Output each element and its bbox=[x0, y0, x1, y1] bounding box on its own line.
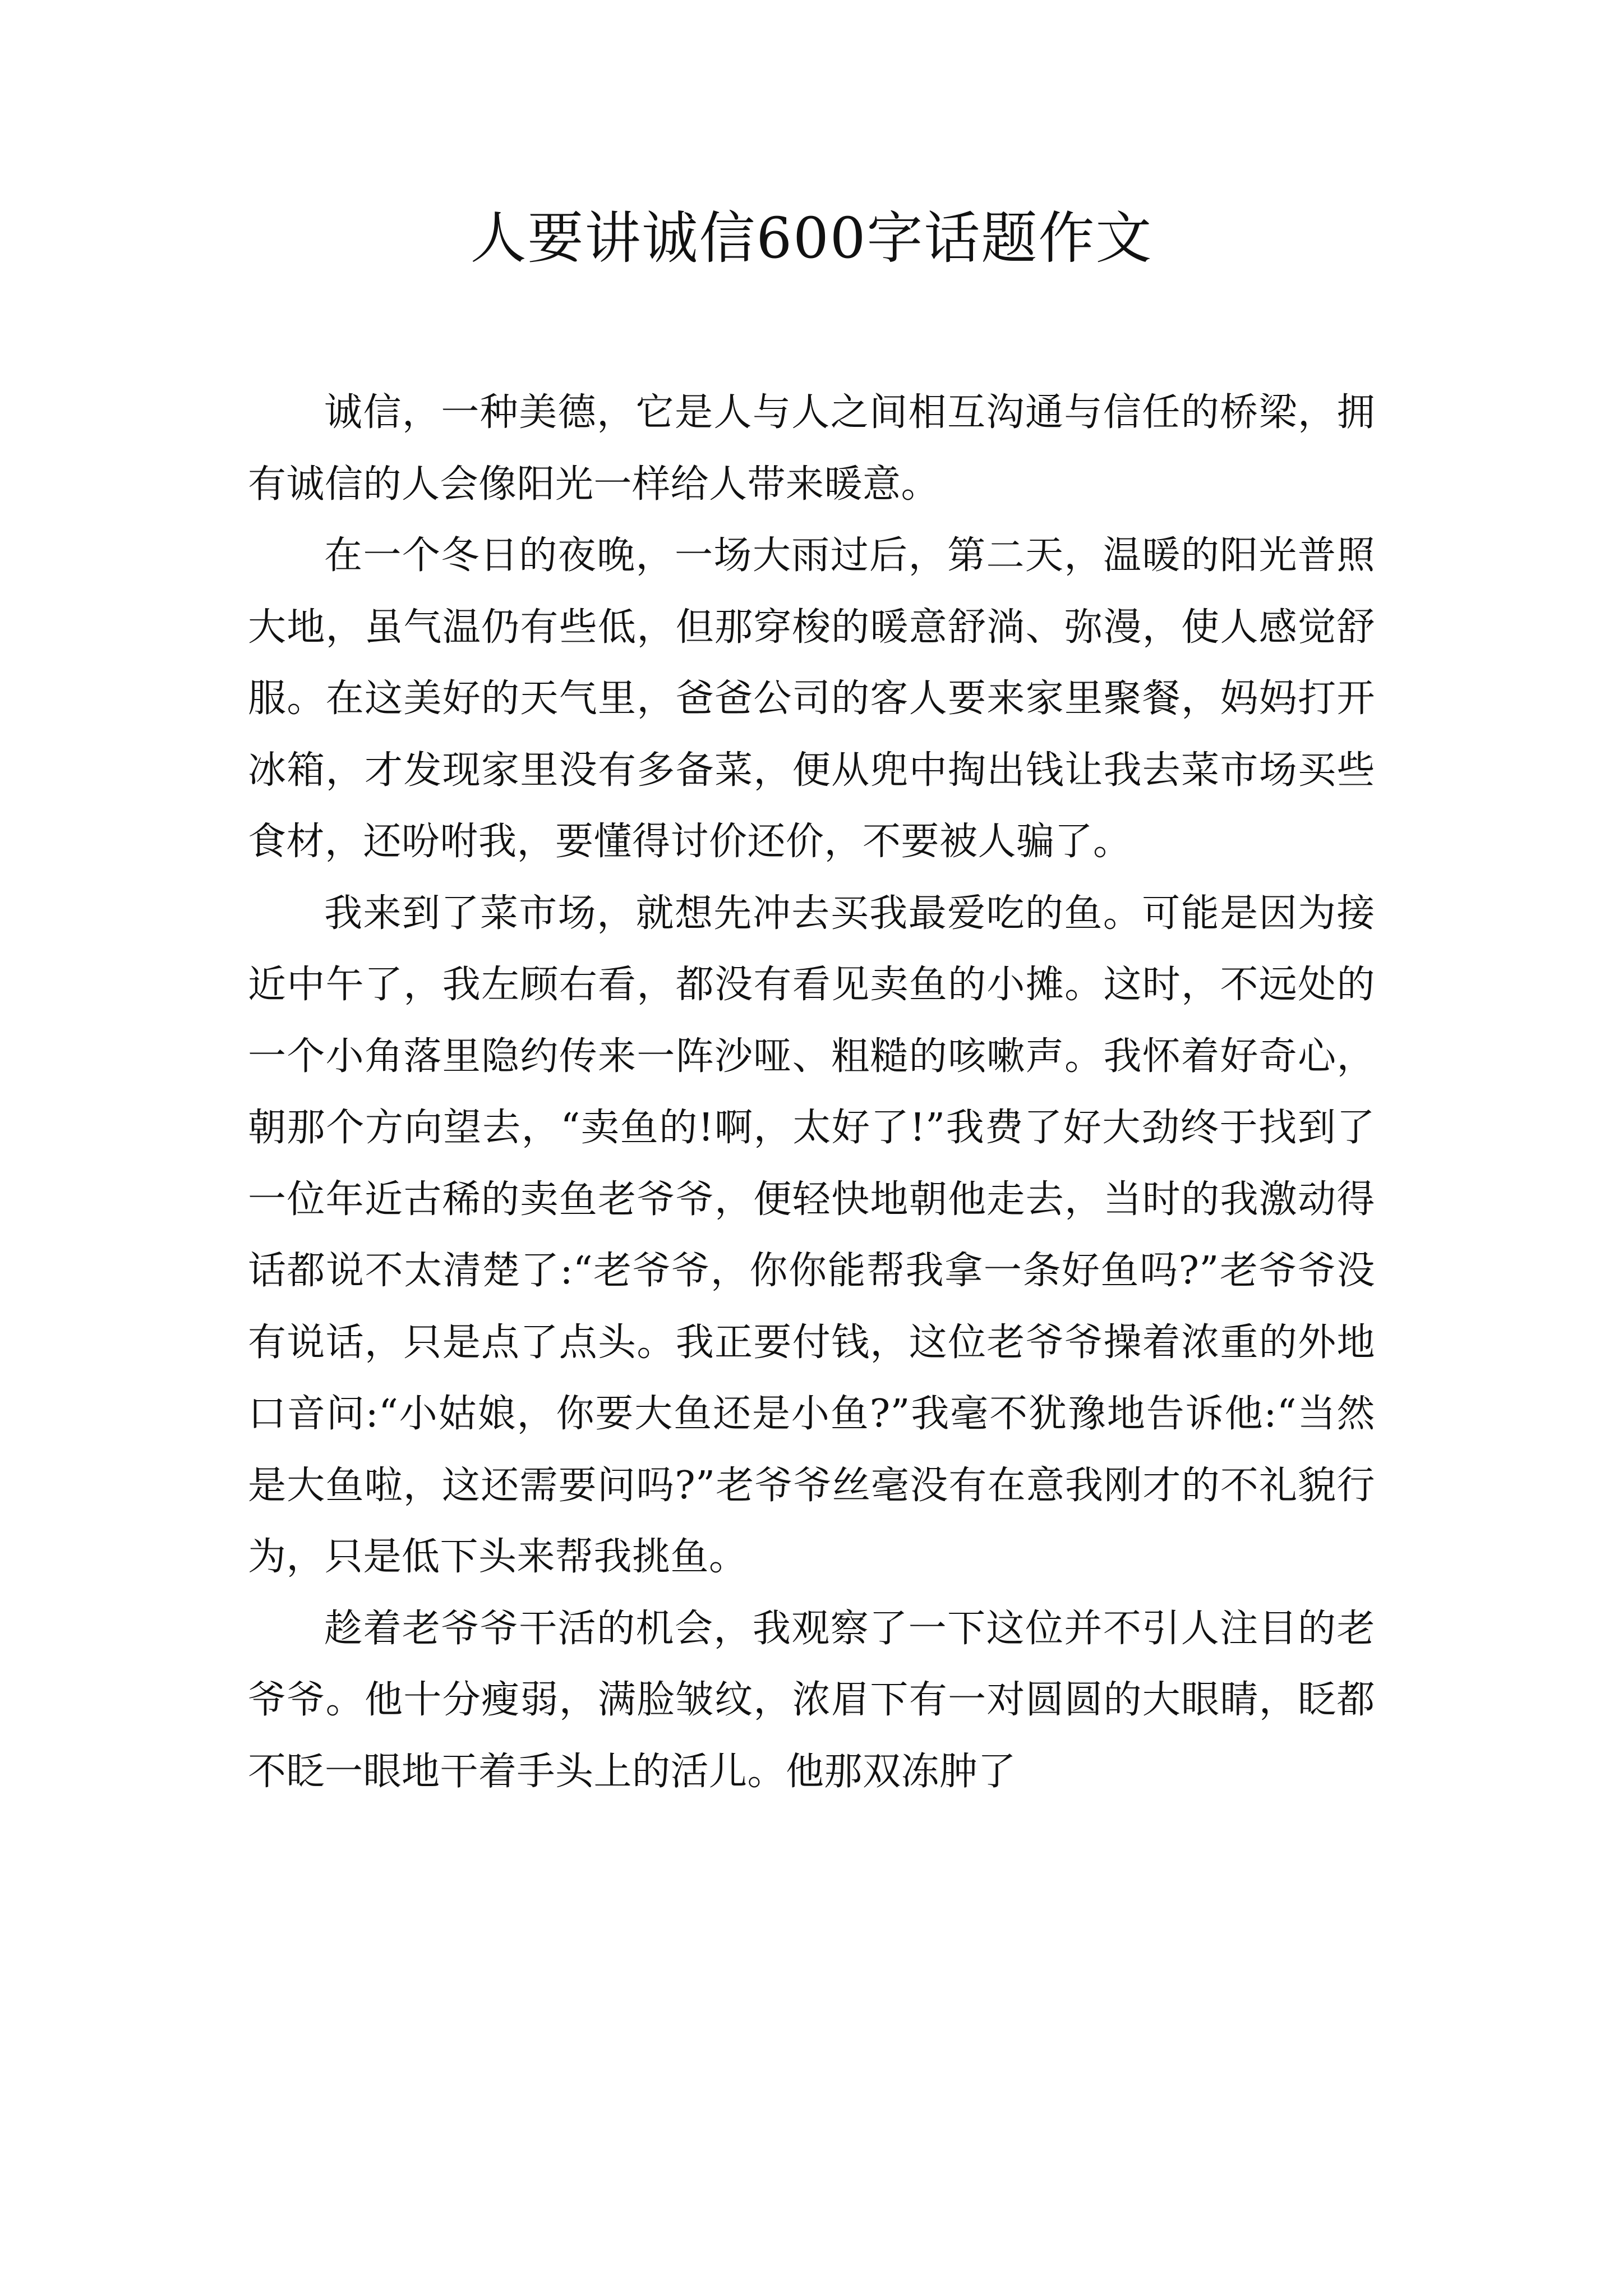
paragraph-4: 趁着老爷爷干活的机会，我观察了一下这位并不引人注目的老爷爷。他十分瘦弱，满脸皱纹，浓眉下有一对圆圆的大眼睛，眨都不眨一眼地干着手头上的活儿。他那双冻肿了 bbox=[248, 1606, 1375, 1794]
document-body bbox=[248, 377, 1375, 1807]
paragraph-3: 我来到了菜市场，就想先冲去买我最爱吃的鱼。可能是因为接近中午了，我左顾右看，都没有看见卖鱼的小摊。这时，不远处的一个小角落里隐约传来一阵沙哑、粗糙的咳嗽声。我怀着好奇心，朝那个方向望去，“卖鱼的!啊，太好了!”我费了好大劲终于找到了一位年近古稀的卖鱼老爷爷，便轻快地朝他走去，当时的我激动得话都说不太清楚了:“老爷爷，你你能帮我拿一条好鱼吗?”老爷爷没有说话，只是点了点头。我正要付钱，这位老爷爷操着浓重的外地口音问:“小姑娘，你要大鱼还是小鱼?”我毫不犹豫地告诉他:“当然是大鱼啦，这还需要问吗?”老爷爷丝毫没有在意我刚才的不礼貌行为，只是低下头来帮我挑鱼。 bbox=[248, 891, 1375, 1579]
paragraph-2: 在一个冬日的夜晚，一场大雨过后，第二天，温暖的阳光普照大地，虽气温仍有些低，但那穿梭的暖意舒淌、弥漫，使人感觉舒服。在这美好的天气里，爸爸公司的客人要来家里聚餐，妈妈打开冰箱，才发现家里没有多备菜，便从兜中掏出钱让我去菜市场买些食材，还吩咐我，要懂得讨价还价，不要被人骗了。 bbox=[248, 533, 1375, 864]
document-title: 人要讲诚信600字话题作文 bbox=[470, 205, 1153, 271]
paragraph-1: 诚信，一种美德，它是人与人之间相互沟通与信任的桥梁，拥有诚信的人会像阳光一样给人带来暖意。 bbox=[248, 390, 1375, 507]
